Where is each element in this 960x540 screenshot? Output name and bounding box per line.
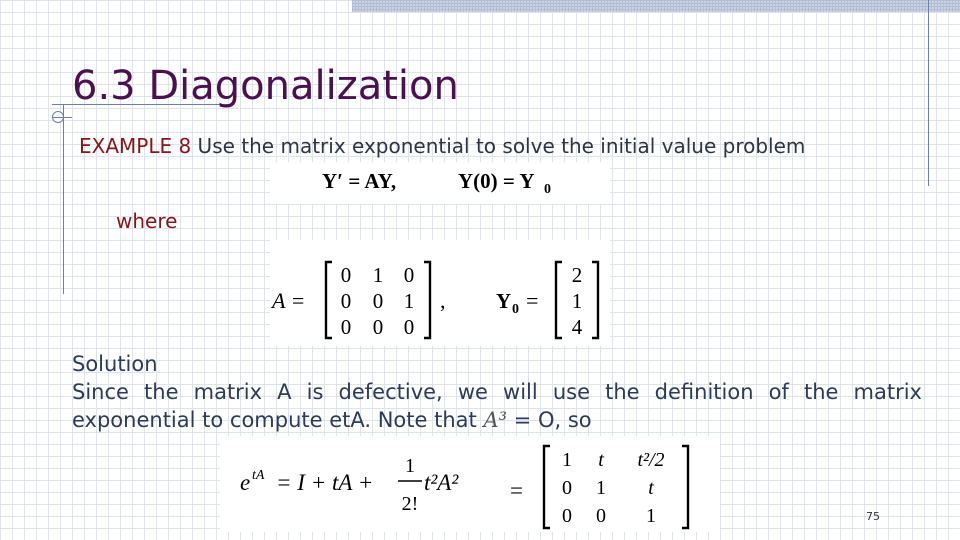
- top-decorative-band: [352, 0, 960, 12]
- equation-initial-value-problem: [270, 162, 610, 204]
- matrix-a-right-bracket: [424, 262, 430, 338]
- equation-matrix-exponential: [220, 436, 720, 532]
- vector-y0-cell: 4: [571, 315, 583, 339]
- eq3-left-bracket: [544, 446, 550, 528]
- matrix-a-left-bracket: [326, 262, 332, 338]
- eq1-rhs: Y(0) = Y: [458, 169, 535, 193]
- eq3-right-bracket: [682, 446, 688, 528]
- eq3-fraction-denominator: 2!: [401, 493, 419, 515]
- eq3-matrix-cell: 1: [562, 449, 572, 471]
- left-decorative-line: [63, 104, 64, 294]
- matrix-a-cell: 0: [340, 289, 352, 313]
- solution-line-2-text: exponential to compute etA. Note that: [72, 408, 484, 432]
- eq1-lhs: Y′ = AY,: [322, 169, 397, 193]
- matrix-separator-comma: ,: [440, 288, 446, 313]
- eq3-quadratic-term: t²A²: [424, 470, 459, 495]
- matrix-a-cell: 0: [340, 315, 352, 339]
- matrix-a-cell: 1: [372, 263, 384, 287]
- matrix-a-cell: 0: [340, 263, 352, 287]
- eq3-matrix-cell: t: [648, 477, 654, 499]
- solution-line-1: Since the matrix A is defective, we will use the definition of the matrix: [72, 380, 922, 404]
- example-text: Use the matrix exponential to solve the initial value problem: [191, 134, 806, 158]
- eq3-fraction-numerator: 1: [405, 455, 415, 477]
- vector-y0-cell: 2: [571, 263, 583, 287]
- vector-y0-right-bracket: [592, 262, 598, 338]
- vector-y0-label: Y: [496, 289, 512, 313]
- matrix-a-cell: 0: [403, 315, 415, 339]
- eq3-matrix-cell: 1: [646, 505, 656, 527]
- vector-y0-left-bracket: [556, 262, 562, 338]
- eq3-matrix-cell: 0: [562, 505, 572, 527]
- page-number: 75: [866, 510, 880, 523]
- vector-y0-equals: =: [526, 288, 539, 313]
- right-decorative-line: [928, 0, 929, 186]
- solution-heading: Solution: [72, 352, 158, 376]
- solution-line-2: [72, 406, 922, 434]
- eq3-matrix-cell: t: [598, 449, 604, 471]
- eq3-matrix-cell: 1: [596, 477, 606, 499]
- matrix-a-cell: 0: [372, 315, 384, 339]
- eq3-lhs-e: e: [240, 470, 251, 495]
- eq3-matrix-cell: 0: [596, 505, 606, 527]
- eq3-sum: = I + tA +: [276, 470, 374, 495]
- eq3-equals: =: [510, 478, 523, 503]
- solution-math-a-cubed: A³: [483, 408, 508, 432]
- example-intro: [79, 134, 805, 158]
- vector-y0-cell: 1: [571, 289, 583, 313]
- matrix-a-cell: 0: [403, 263, 415, 287]
- solution-block: [72, 350, 922, 434]
- matrix-a-cell: 0: [372, 289, 384, 313]
- matrix-a-label: A =: [272, 288, 306, 313]
- where-label: where: [116, 209, 178, 233]
- matrix-a-cell: 1: [403, 289, 415, 313]
- example-label: EXAMPLE 8: [79, 134, 192, 158]
- equation-matrix-definitions: [270, 240, 610, 346]
- slide-title: 6.3 Diagonalization: [72, 63, 459, 109]
- solution-line-2-end: = O, so: [507, 408, 592, 432]
- eq3-matrix-cell: t²/2: [637, 449, 665, 471]
- vector-y0-subscript: 0: [512, 302, 519, 317]
- eq3-matrix-cell: 0: [562, 477, 572, 499]
- bullet-connector: [52, 117, 72, 118]
- eq3-lhs-exponent: tA: [252, 468, 265, 483]
- eq1-rhs-subscript: 0: [544, 182, 551, 197]
